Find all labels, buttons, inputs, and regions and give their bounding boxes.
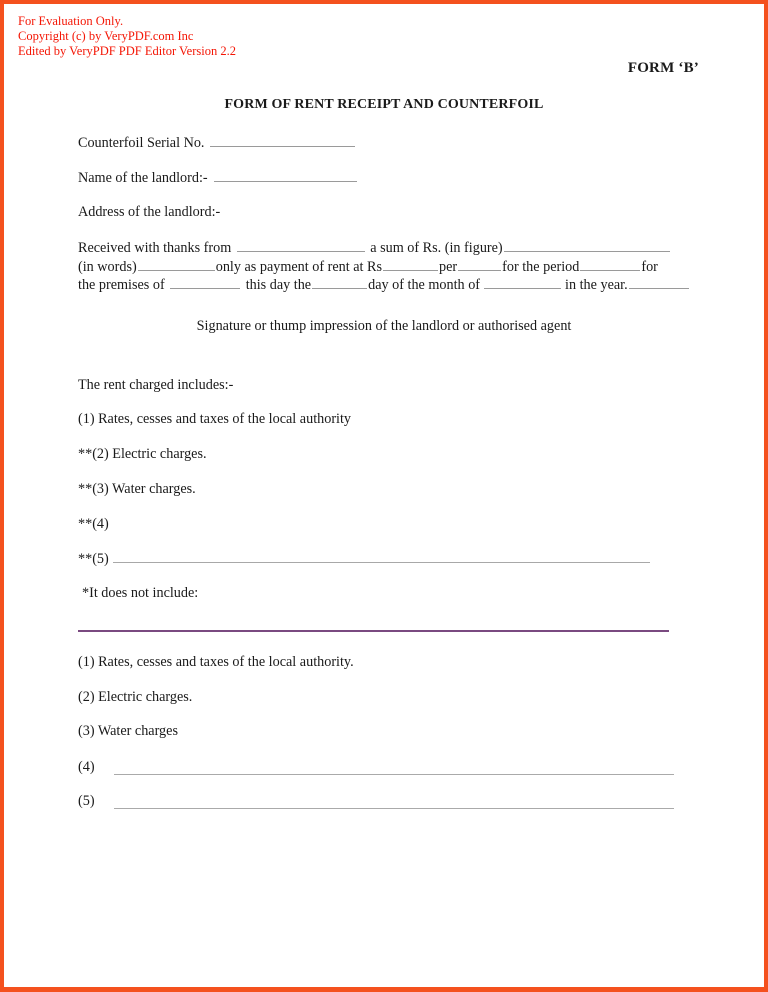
- field-landlord-address-label: Address of the landlord:-: [78, 204, 221, 220]
- excludes-item-5: [78, 793, 95, 810]
- excludes-item-5-label: (5): [78, 793, 95, 809]
- received-year-input[interactable]: [629, 277, 689, 289]
- field-serial-no-label: Counterfoil Serial No.: [78, 135, 205, 151]
- received-l1-a: Received with thanks from: [78, 240, 232, 256]
- received-l2-d: for the period: [502, 258, 580, 275]
- excludes-item-3: (3) Water charges: [78, 723, 178, 739]
- excludes-item-1: (1) Rates, cesses and taxes of the local authority.: [78, 654, 354, 670]
- evaluation-watermark: [18, 14, 236, 60]
- received-from-input[interactable]: [237, 240, 365, 252]
- received-month-input[interactable]: [484, 277, 561, 289]
- received-l2-e: for: [641, 258, 658, 275]
- page-title: FORM OF RENT RECEIPT AND COUNTERFOIL: [224, 97, 544, 112]
- received-line-2: [78, 258, 690, 277]
- includes-item-2: **(2) Electric charges.: [78, 446, 207, 462]
- excludes-item-4: [78, 759, 95, 776]
- received-l2-c: per: [439, 258, 458, 275]
- received-premises-input[interactable]: [170, 277, 240, 289]
- includes-item-3: **(3) Water charges.: [78, 481, 196, 497]
- field-landlord-address: [78, 204, 220, 221]
- received-day-input[interactable]: [312, 277, 367, 289]
- received-l3-c: day of the month of: [368, 277, 481, 294]
- excludes-item-4-label: (4): [78, 759, 95, 775]
- received-paragraph: [78, 239, 690, 295]
- watermark-line-2: Copyright (c) by VeryPDF.com Inc: [18, 29, 194, 44]
- excludes-heading: *It does not include:: [82, 585, 199, 601]
- received-l2-a: (in words): [78, 258, 137, 275]
- form-designation: FORM ‘B’: [627, 60, 699, 76]
- received-l3-d: in the year.: [565, 277, 628, 294]
- includes-item-5: [78, 551, 651, 568]
- field-serial-no: [78, 135, 356, 152]
- includes-item-1: (1) Rates, cesses and taxes of the local authority: [78, 411, 352, 427]
- received-l3-b: this day the: [245, 277, 312, 294]
- received-l1-b: a sum of Rs. (in figure): [370, 240, 503, 256]
- received-rate-input[interactable]: [383, 259, 438, 271]
- includes-heading: The rent charged includes:-: [78, 377, 234, 393]
- excludes-item-5-input[interactable]: [114, 808, 674, 809]
- includes-item-5-input[interactable]: [113, 551, 650, 563]
- includes-item-4: **(4): [78, 516, 109, 532]
- received-line-1: [78, 239, 690, 258]
- received-l2-b: only as payment of rent at Rs: [215, 258, 382, 275]
- signature-caption: Signature or thump impression of the landlord or authorised agent: [196, 318, 572, 334]
- watermark-line-1: For Evaluation Only.: [18, 14, 124, 28]
- received-per-input[interactable]: [458, 259, 501, 271]
- excludes-item-2: (2) Electric charges.: [78, 689, 193, 705]
- includes-item-5-label: **(5): [78, 551, 109, 567]
- field-landlord-name-input[interactable]: [214, 170, 357, 182]
- received-line-3: [78, 276, 690, 295]
- section-divider: [78, 630, 669, 632]
- field-landlord-name-label: Name of the landlord:-: [78, 170, 208, 186]
- watermark-line-3: Edited by VeryPDF PDF Editor Version 2.2: [18, 44, 236, 59]
- excludes-item-4-input[interactable]: [114, 774, 674, 775]
- received-period-input[interactable]: [580, 259, 640, 271]
- received-amount-words-input[interactable]: [138, 259, 215, 271]
- field-serial-no-input[interactable]: [210, 135, 355, 147]
- field-landlord-name: [78, 170, 358, 187]
- received-l3-a: the premises of: [78, 277, 165, 294]
- received-amount-figure-input[interactable]: [504, 240, 670, 252]
